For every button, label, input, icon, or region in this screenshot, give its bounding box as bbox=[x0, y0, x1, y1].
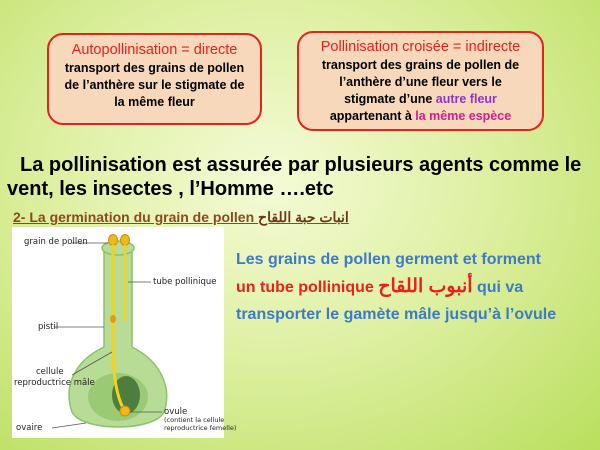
cross-line-3-text: stigmate d’une bbox=[344, 92, 436, 106]
desc-tube-term-ar: أنبوب اللقاح bbox=[378, 276, 473, 297]
desc-line-2-end: qui va bbox=[472, 279, 524, 296]
section-title-fr: 2- La germination du grain de pollen bbox=[13, 209, 259, 225]
agents-line-1: La pollinisation est assurée par plusieurs agents comme le bbox=[20, 154, 582, 176]
label-ovule-note-1: (contient la cellule bbox=[164, 416, 225, 424]
pollen-grain-left bbox=[109, 235, 118, 246]
cross-pollination-heading: Pollinisation croisée = indirecte bbox=[320, 39, 521, 55]
autopollination-line-2: de l’anthère sur le stigmate de bbox=[64, 78, 245, 92]
autopollination-line-1: transport des grains de pollen bbox=[64, 61, 245, 75]
cross-line-4-highlight: la même espèce bbox=[415, 109, 512, 123]
cross-pollination-line-4 bbox=[299, 108, 542, 125]
tube-tip-at-ovule bbox=[120, 406, 130, 416]
label-cellule: cellule bbox=[36, 367, 64, 377]
desc-line-3: transporter le gamète mâle jusqu’à l’ovule bbox=[236, 306, 557, 323]
autopollination-heading: Autopollinisation = directe bbox=[71, 42, 238, 58]
pollen-grain-right bbox=[121, 235, 130, 246]
desc-tube-term: un tube pollinique bbox=[236, 279, 379, 296]
desc-line-1: Les grains de pollen germent et forment bbox=[236, 251, 541, 268]
cross-pollination-line-2: l’anthère d’une fleur vers le bbox=[339, 75, 502, 89]
label-ovule-note-2: reproductrice femelle) bbox=[164, 424, 237, 432]
cross-pollination-line-1: transport des grains de pollen de bbox=[321, 58, 520, 72]
label-reproductrice-male: reproductrice mâle bbox=[14, 378, 95, 388]
cross-pollination-box bbox=[297, 31, 544, 131]
pollination-agents-sentence bbox=[0, 153, 600, 201]
agents-line-2: vent, les insectes , l’Homme ….etc bbox=[7, 178, 334, 200]
pollen-germination-figure bbox=[12, 227, 237, 438]
cross-line-4-text: appartenant à bbox=[329, 109, 416, 123]
cross-line-3-highlight: autre fleur bbox=[435, 92, 497, 106]
section-title bbox=[13, 209, 349, 226]
label-ovule: ovule bbox=[164, 407, 188, 417]
label-pistil: pistil bbox=[38, 322, 59, 332]
label-tube-pollinique: tube pollinique bbox=[153, 277, 217, 287]
leader-ovaire bbox=[52, 423, 86, 428]
autopollination-box bbox=[47, 33, 262, 125]
germination-description bbox=[236, 246, 596, 328]
male-cell-marker bbox=[110, 315, 116, 323]
label-ovaire: ovaire bbox=[16, 423, 43, 433]
autopollination-line-3: la même fleur bbox=[114, 95, 195, 109]
pistil-diagram bbox=[12, 227, 224, 438]
label-grain-de-pollen: grain de pollen bbox=[24, 237, 88, 247]
section-title-ar: انبات حبة اللقاح bbox=[258, 209, 349, 225]
desc-line-2 bbox=[236, 273, 596, 301]
cross-pollination-line-3 bbox=[299, 91, 542, 108]
